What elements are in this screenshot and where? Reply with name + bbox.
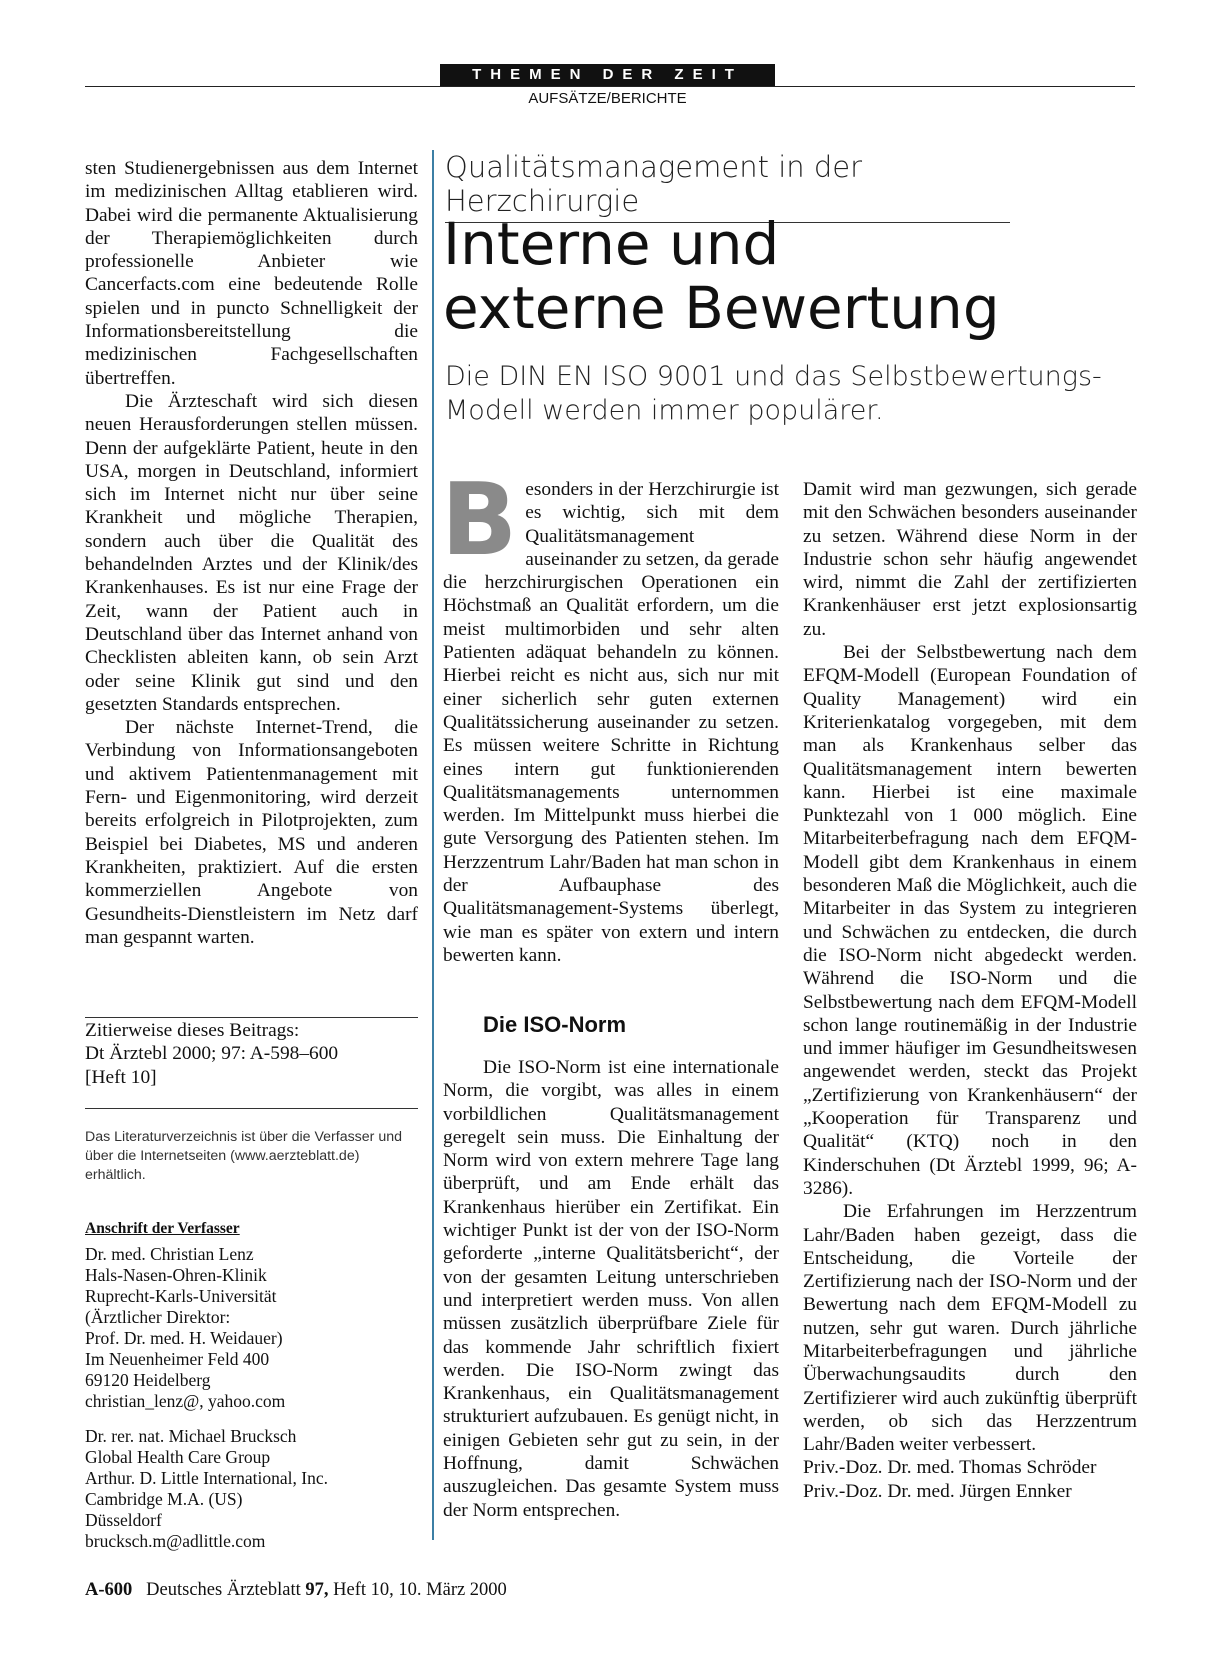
drop-cap: B: [441, 461, 518, 578]
citation-line: Zitierweise dieses Beitrags:: [85, 1020, 300, 1041]
author-address-2: [85, 1426, 418, 1552]
address-line: Dr. rer. nat. Michael Brucksch: [85, 1426, 297, 1446]
title-line: Interne und: [443, 210, 780, 278]
address-line: (Ärztlicher Direktor:: [85, 1307, 231, 1327]
left-paragraph-2: Die Ärzteschaft wird sich diesen neuen Herausforderungen stellen müssen. Denn der aufgeklärte Patient, heute in den USA, morgen in Deutschland, informiert sich im Internet nicht nur über seine Krankheit und mögliche Therapien, sondern auch über die Qualität des behandelnden Arztes und der Klinik/des Krankenhauses. Es ist nur eine Frage der Zeit, wann der Patient auch in Deutschland über das Internet anhand von Checklisten ableiten kann, ob sein Arzt oder seine Klinik gut sind und den gesetzten Standards entsprechen.: [85, 390, 418, 715]
email-text: christian_lenz@, yahoo.com: [85, 1391, 286, 1411]
iso-paragraph: Die ISO-Norm ist eine internationale Norm, die vorgibt, was alles in einem vorbildlichen Qualitätsmanagement geregelt sein muss. Die Einhaltung der Norm wird von extern mehrere Tage lang überprüft, und am Ende erhält das Krankenhaus hierüber ein Zertifikat. Ein wichtiger Punkt ist der von der ISO-Norm geforderte „interne Qualitätsbericht“, der von der gesamten Leitung unterschrieben und interpretiert werden muss. Von allen müssen zusätzlich überprüfbare Ziele für das kommende Jahr schriftlich fixiert werden. Die ISO-Norm zwingt das Krankenhaus, ein Qualitätsmanagement strukturiert aufzubauen. Es genügt nicht, in einigen Gebieten sehr gut zu sein, in der Hoffnung, damit Schwächen auszugleichen. Das gesamte System muss der Norm entsprechen.: [443, 1057, 779, 1521]
article-kicker: Qualitätsmanagement in der Herzchirurgie: [445, 150, 1010, 223]
address-line: 69120 Heidelberg: [85, 1370, 211, 1390]
literature-rule: [85, 1108, 418, 1109]
left-column: [85, 157, 418, 949]
article-title: [443, 212, 1143, 340]
journal-name: Deutsches Ärzteblatt: [146, 1580, 301, 1600]
literature-note: Das Literaturverzeichnis ist über die Verfasser und über die Internetseiten (www.aerzteblatt.de) erhältlich.: [85, 1129, 403, 1183]
address-line: Dr. med. Christian Lenz: [85, 1244, 254, 1264]
title-line: externe Bewertung: [443, 274, 1000, 342]
journal-volume: 97,: [305, 1580, 329, 1600]
right-paragraph-3: Die Erfahrungen im Herzzentrum Lahr/Baden haben gezeigt, dass die Entscheidung, die Vorteile der Zertifizierung nach der ISO-Norm und der Bewertung nach dem EFQM-Modell zu nutzen, sehr gut waren. Durch jährliche Mitarbeiterbefragungen und jährliche Überwachungsaudits durch den Zertifizierer wird auch zukünftig überprüft werden, ob sich das Herzzentrum Lahr/Baden weiter verbessert.: [803, 1201, 1137, 1456]
header-rule: [85, 86, 1135, 87]
address-line: Global Health Care Group: [85, 1447, 271, 1467]
address-line: Hals-Nasen-Ohren-Klinik: [85, 1265, 267, 1285]
address-line: Düsseldorf: [85, 1510, 162, 1530]
address-line: Arthur. D. Little International, Inc.: [85, 1468, 328, 1488]
journal-issue: Heft 10, 10. März 2000: [333, 1580, 507, 1600]
page-footer: [85, 1580, 507, 1601]
section-heading-iso: Die ISO-Norm: [483, 1012, 627, 1037]
right-column: [803, 478, 1137, 1503]
left-paragraph-3: Der nächste Internet-Trend, die Verbindung von Informationsangeboten und aktivem Patientenmanagement mit Fern- und Eigenmonitoring, wird derzeit bereits erfolgreich in Pilotprojekten, zum Beispiel bei Diabetes, MS und anderen Krankheiten, praktiziert. Auf die ersten kommerziellen Angebote von Gesundheits-Dienstleistern im Netz darf man gespannt warten.: [85, 717, 418, 948]
citation-block: [85, 1019, 418, 1089]
author-name: Priv.-Doz. Dr. med. Jürgen Ennker: [803, 1480, 1072, 1502]
citation-rule: [85, 1017, 418, 1018]
section-sublabel: AUFSÄTZE/BERICHTE: [528, 90, 687, 107]
intro-paragraph: esonders in der Herzchirurgie ist es wichtig, sich mit dem Qualitätsmanagement auseinander zu setzen, da gerade die herzchirurgischen Operationen ein Höchstmaß an Qualität erfordern, um die meist multimorbiden und sehr alten Patienten adäquat behandeln zu können. Hierbei reicht es nicht aus, sich nur mit einer sicherlich sehr guten externen Qualitätssicherung auseinander zu setzen. Es müssen weitere Schritte in Richtung eines intern gut funktionierenden Qualitätsmanagements unternommen werden. Im Mittelpunkt muss hierbei die gute Versorgung des Patienten stehen. Im Herzzentrum Lahr/Baden hat man schon in der Aufbauphase des Qualitätsmanagement-Systems überlegt, wie man es später von extern und intern bewerten kann.: [443, 479, 779, 966]
left-paragraph-1: sten Studienergebnissen aus dem Internet im medizinischen Alltag etablieren wird. Dabei wird die permanente Aktualisierung der Therapiemöglichkeiten durch professionelle Anbieter wie Cancerfacts.com eine bedeutende Rolle spielen und in puncto Schnelligkeit der Informationsbereitstellung die medizinischen Fachgesellschaften übertreffen.: [85, 158, 418, 389]
address-line: Prof. Dr. med. H. Weidauer): [85, 1328, 283, 1348]
middle-column-lower: [443, 1056, 779, 1522]
citation-line: Dt Ärztebl 2000; 97: A-598–600: [85, 1043, 339, 1065]
right-paragraph-1: Damit wird man gezwungen, sich gerade mit den Schwächen besonders auseinander zu setzen. Während diese Norm in der Industrie schon sehr häufig angewendet wird, nimmt die Zahl der zertifizierten Krankenhäuser erst jetzt explosionsartig zu.: [803, 479, 1137, 640]
address-line: Im Neuenheimer Feld 400: [85, 1349, 270, 1369]
citation-line: [Heft 10]: [85, 1066, 157, 1088]
right-paragraph-2: Bei der Selbstbewertung nach dem EFQM-Modell (European Foundation of Quality Management) wird ein Kriterienkatalog vorgegeben, mit dem man als Krankenhaus selber das Qualitätsmanagement intern bewerten kann. Hierbei ist eine maximale Punktezahl von 1 000 möglich. Eine Mitarbeiterbefragung nach dem EFQM-Modell gibt dem Krankenhaus in einem besonderen Maß die Möglichkeit, auch die Mitarbeiter in das System zu integrieren und Schwächen zu entdecken, die durch die ISO-Norm nicht abgedeckt werden. Während die ISO-Norm und die Selbstbewertung nach dem EFQM-Modell schon lange routinemäßig in der Industrie und immer häufiger im Gesundheitswesen angewendet werden, steckt das Projekt „Zertifizierung von Krankenhäusern“ der „Kooperation für Transparenz und Qualität“ (KTQ) noch in den Kinderschuhen (Dt Ärztebl 1999, 96; A-3286).: [803, 642, 1137, 1199]
address-line: Ruprecht-Karls-Universität: [85, 1286, 277, 1306]
email-text: brucksch.m@adlittle.com: [85, 1531, 266, 1551]
author-address-1: [85, 1244, 418, 1412]
article-subtitle: Die DIN EN ISO 9001 und das Selbstbewertungs-Modell werden immer populärer.: [445, 361, 1102, 426]
middle-column: [441, 461, 779, 967]
page-number: A-600: [85, 1580, 133, 1600]
address-line: Cambridge M.A. (US): [85, 1489, 243, 1509]
author-name: Priv.-Doz. Dr. med. Thomas Schröder: [803, 1457, 1097, 1479]
column-divider: [432, 150, 434, 1540]
section-label: THEMEN DER ZEIT: [440, 64, 775, 86]
address-heading: Anschrift der Verfasser: [85, 1220, 240, 1237]
